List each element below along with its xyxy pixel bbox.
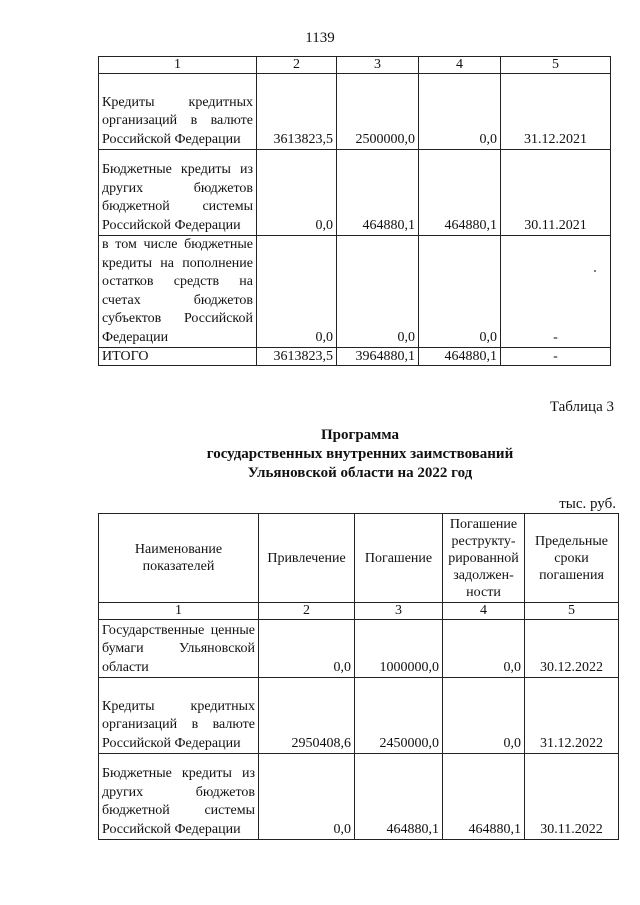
- column-number: 1: [99, 603, 259, 620]
- row-name: в том числе бюджетные кредиты на пополнение остатков средств на счетах бюджетов субъектов Российской Федерации: [99, 236, 257, 348]
- units-label: тыс. руб.: [559, 496, 616, 512]
- row-name: Кредиты кредитных организаций в валюте Российской Федерации: [99, 678, 259, 754]
- column-number: 5: [501, 57, 611, 74]
- borrowing-table-2022: [98, 513, 619, 840]
- total-restructured: 464880,1: [419, 348, 501, 366]
- deadline-value: -: [501, 236, 611, 348]
- borrowing-value: 0,0: [259, 754, 355, 840]
- total-deadline: -: [501, 348, 611, 366]
- repayment-value: 464880,1: [337, 150, 419, 236]
- header-borrowing: Привлечение: [259, 514, 355, 603]
- title-line: государственных внутренних заимствований: [206, 446, 514, 462]
- column-number: 4: [443, 603, 525, 620]
- borrowing-value: 0,0: [259, 620, 355, 678]
- table-row: [99, 620, 619, 678]
- table-label: Таблица 3: [549, 399, 614, 415]
- repayment-value: 2500000,0: [337, 74, 419, 150]
- table-row: [99, 236, 611, 348]
- restructured-value: 0,0: [419, 74, 501, 150]
- restructured-value: 464880,1: [419, 150, 501, 236]
- header-restructured: Погашение реструктурированной задолженности: [443, 514, 525, 603]
- repayment-value: 464880,1: [355, 754, 443, 840]
- deadline-value: 30.12.2022: [525, 620, 619, 678]
- total-row: [99, 348, 611, 366]
- total-label: ИТОГО: [99, 348, 257, 366]
- column-number: 3: [337, 57, 419, 74]
- deadline-value: 30.11.2022: [525, 754, 619, 840]
- title-line: Ульяновской области на 2022 год: [247, 465, 473, 481]
- row-name: Кредиты кредитных организаций в валюте Российской Федерации: [99, 74, 257, 150]
- row-name: Бюджетные кредиты из других бюджетов бюджетной системы Российской Федерации: [99, 150, 257, 236]
- repayment-value: 0,0: [337, 236, 419, 348]
- borrowing-value: 0,0: [257, 236, 337, 348]
- restructured-value: 464880,1: [443, 754, 525, 840]
- restructured-value: 0,0: [443, 620, 525, 678]
- deadline-value: 30.11.2021: [501, 150, 611, 236]
- header-repayment: Погашение: [355, 514, 443, 603]
- deadline-value: 31.12.2022: [525, 678, 619, 754]
- table-row: [99, 150, 611, 236]
- repayment-value: 1000000,0: [355, 620, 443, 678]
- scan-speck: [594, 270, 596, 272]
- borrowing-value: 3613823,5: [257, 74, 337, 150]
- column-number-row: [99, 57, 611, 74]
- borrowing-value: 0,0: [257, 150, 337, 236]
- row-name: Бюджетные кредиты из других бюджетов бюджетной системы Российской Федерации: [99, 754, 259, 840]
- header-deadline: Предельные сроки погашения: [525, 514, 619, 603]
- page-number: 1139: [305, 30, 335, 46]
- column-number: 2: [259, 603, 355, 620]
- title-line: Программа: [321, 427, 399, 443]
- table-row: [99, 678, 619, 754]
- header-row: [99, 514, 619, 603]
- total-repayment: 3964880,1: [337, 348, 419, 366]
- table-row: [99, 754, 619, 840]
- restructured-value: 0,0: [443, 678, 525, 754]
- repayment-value: 2450000,0: [355, 678, 443, 754]
- column-number: 1: [99, 57, 257, 74]
- header-name: Наименование показателей: [99, 514, 259, 603]
- column-number: 3: [355, 603, 443, 620]
- column-number: 2: [257, 57, 337, 74]
- total-borrowing: 3613823,5: [257, 348, 337, 366]
- borrowing-value: 2950408,6: [259, 678, 355, 754]
- column-number: 4: [419, 57, 501, 74]
- deadline-value: 31.12.2021: [501, 74, 611, 150]
- column-number-row: [99, 603, 619, 620]
- restructured-value: 0,0: [419, 236, 501, 348]
- column-number: 5: [525, 603, 619, 620]
- table-row: [99, 74, 611, 150]
- row-name: Государственные ценные бумаги Ульяновской области: [99, 620, 259, 678]
- program-title: [0, 426, 640, 483]
- borrowing-table-2021-continued: [98, 56, 611, 366]
